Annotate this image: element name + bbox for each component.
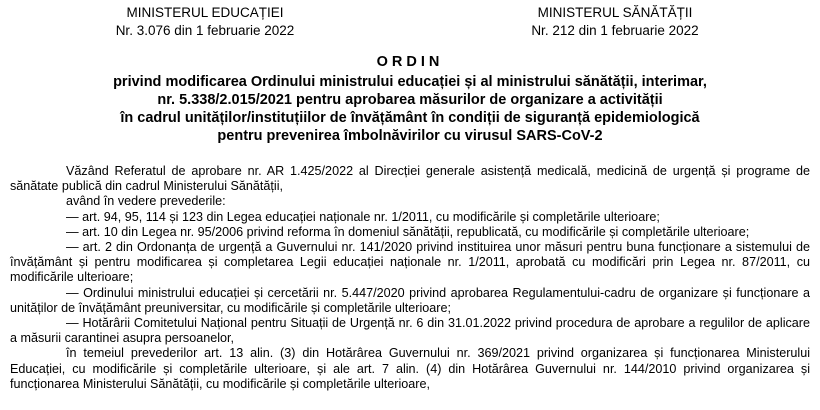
- body-paragraph: în temeiul prevederilor art. 13 alin. (3) din Hotărârea Guvernului nr. 369/2021 privind organizarea și funcționarea Ministerului Educației, cu modificările și completările ulterioare, și ale art. 7 alin. (4) din Hotărârea Guvernului nr. 144/2010 privind organizarea și funcționarea Ministerului Sănătății, cu modificările și completările ulterioare,: [10, 346, 810, 391]
- issuer-right-institution: MINISTERUL SĂNĂTĂȚII: [537, 5, 693, 20]
- subject-line: privind modificarea Ordinului ministrului educației și al ministrului sănătății, interimar,: [113, 74, 707, 90]
- body-paragraph: — art. 10 din Legea nr. 95/2006 privind reforma în domeniul sănătății, republicată, cu modificările și completările ulterioare;: [66, 224, 750, 239]
- issuer-left-institution: MINISTERUL EDUCAȚIEI: [126, 5, 284, 20]
- subject-line: nr. 5.338/2.015/2021 pentru aprobarea măsurilor de organizare a activității: [157, 92, 663, 108]
- subject-line: pentru prevenirea îmbolnăvirilor cu virusul SARS-CoV-2: [217, 128, 603, 144]
- issuer-right-number: Nr. 212 din 1 februarie 2022: [531, 23, 699, 38]
- document-body: [10, 164, 810, 392]
- body-paragraph: — art. 2 din Ordonanța de urgență a Guvernului nr. 141/2020 privind instituirea unor măsuri pentru buna funcționare a sistemului de învățământ și pentru modificarea și completarea Legii educației naționale nr. 1/2011, aprobată cu modificări prin Legea nr. 87/2011, cu modificările ulterioare;: [10, 240, 810, 285]
- issuer-right: [500, 4, 730, 40]
- issuer-left-number: Nr. 3.076 din 1 februarie 2022: [115, 23, 295, 38]
- body-paragraph: având în vedere prevederile:: [66, 194, 226, 209]
- body-paragraph: — Hotărârii Comitetului Național pentru Situații de Urgență nr. 6 din 31.01.2022 privind procedura de aprobare a regulilor de aplicare a măsurii carantinei asupra persoanelor,: [10, 316, 810, 346]
- document-title: ORDIN: [376, 54, 444, 70]
- title-block: [10, 52, 810, 145]
- document-subject: [10, 73, 810, 145]
- body-paragraph: — art. 94, 95, 114 și 123 din Legea educației naționale nr. 1/2011, cu modificările și completările ulterioare;: [66, 209, 660, 224]
- body-paragraph: Văzând Referatul de aprobare nr. AR 1.425/2022 al Direcției generale asistență medicală, medicină de urgență și programe de sănătate publică din cadrul Ministerului Sănătății,: [10, 164, 810, 194]
- issuer-left: [100, 4, 310, 40]
- subject-line: în cadrul unităților/instituțiilor de învățământ în condiții de siguranță epidemiologică: [120, 110, 700, 126]
- body-paragraph: — Ordinului ministrului educației și cercetării nr. 5.447/2020 privind aprobarea Regulamentului-cadru de organizare și funcționare a unităților de învățământ preuniversitar, cu modificările și completările ulterioare;: [10, 285, 810, 315]
